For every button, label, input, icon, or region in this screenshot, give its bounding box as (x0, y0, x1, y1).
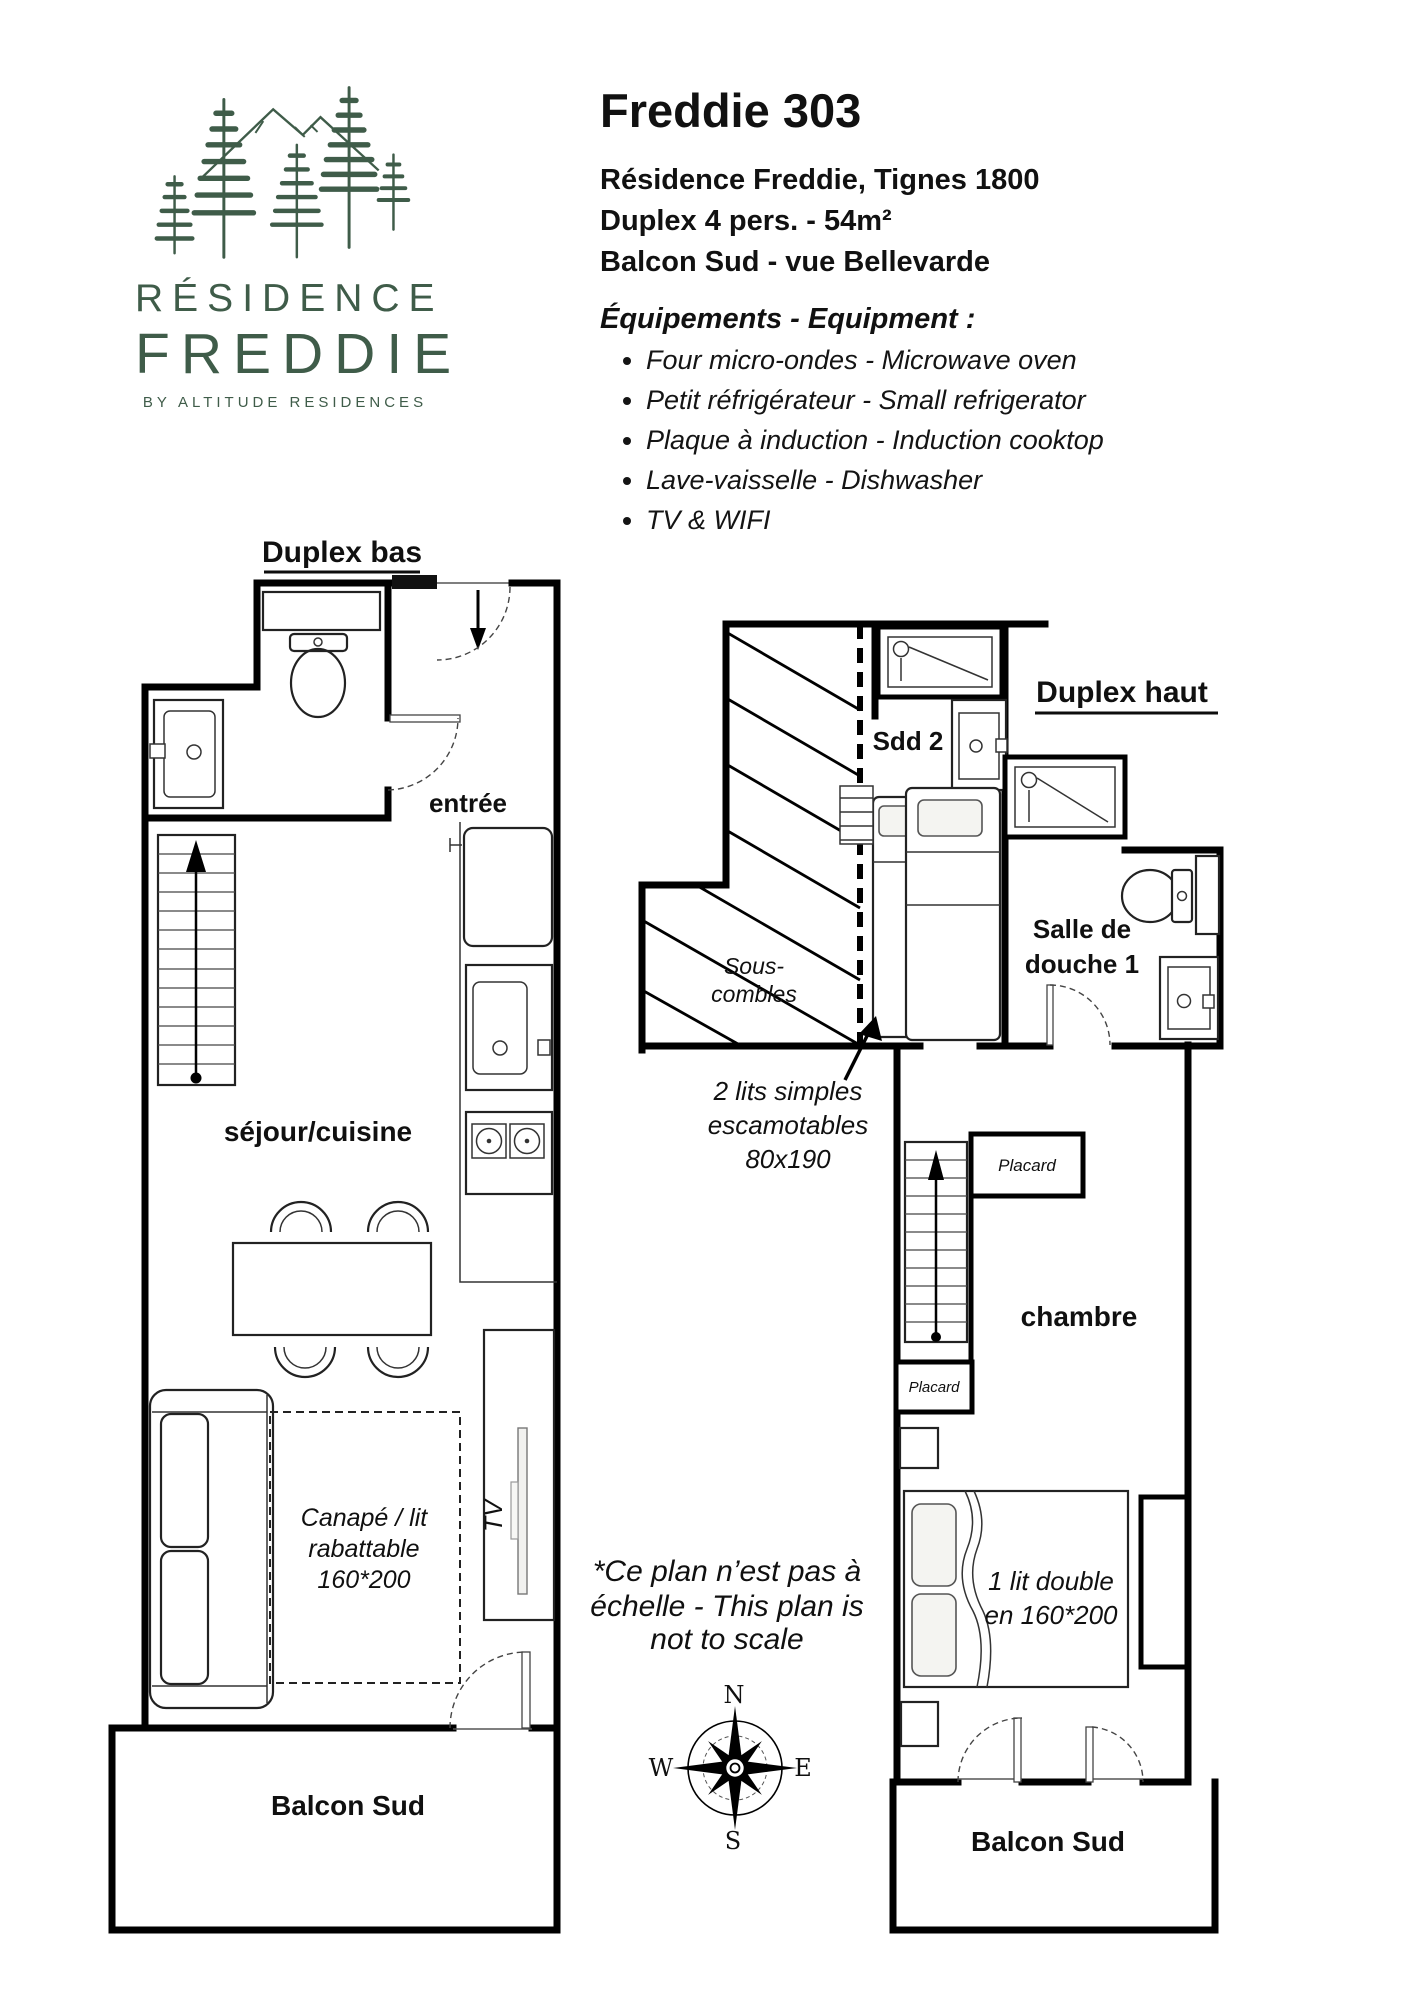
label-beds-note-line3: 80x190 (745, 1144, 831, 1174)
trees-mountains-icon (145, 60, 425, 272)
compass-west-label: W (648, 1754, 674, 1782)
staircase-lower (158, 835, 235, 1085)
label-sdd2: Sdd 2 (872, 726, 944, 756)
logo-line-freddie: FREDDIE (135, 322, 463, 386)
label-chambre: chambre (1020, 1301, 1138, 1332)
wc-shelf (263, 592, 380, 630)
plan-title-duplex-haut: Duplex haut (1036, 676, 1208, 709)
dining-table-chairs (233, 1202, 431, 1377)
subtitle-duplex: Duplex 4 pers. - 54m² (600, 205, 892, 237)
cooktop (466, 1112, 552, 1194)
shower-douche1 (1005, 757, 1125, 837)
label-beds-note-line1: 2 lits simples (713, 1076, 863, 1106)
logo-line-residence: RÉSIDENCE (135, 277, 444, 320)
label-tv: TV (480, 1500, 508, 1532)
label-entree: entrée (428, 788, 508, 818)
douche1-door (1047, 985, 1110, 1045)
label-sofa-line2: rabattable (308, 1535, 420, 1563)
sink-douche1 (1160, 957, 1218, 1039)
floor-plan-duplex-bas (100, 530, 580, 1945)
scale-footnote (590, 1555, 863, 1656)
pullout-beds (840, 786, 1000, 1040)
equipment-item: • Lave-vaisselle - Dishwasher (646, 460, 1280, 500)
label-sous-combles-line2: combles (711, 981, 797, 1007)
shower-sdd2 (878, 627, 1002, 697)
label-double-bed-line1: 1 lit double (988, 1566, 1114, 1596)
label-sous-combles-line1: Sous- (723, 953, 785, 979)
wardrobe (1141, 1497, 1187, 1667)
fridge (450, 828, 552, 946)
page-title: Freddie 303 (600, 84, 862, 137)
sink-sdd2 (952, 700, 1007, 790)
nightstands (900, 1428, 938, 1746)
label-sejour-cuisine: séjour/cuisine (223, 1116, 413, 1147)
placard-bottom (896, 1362, 972, 1412)
label-placard-bottom: Placard (908, 1379, 960, 1396)
equipment-item: • Petit réfrigérateur - Small refrigerator (646, 380, 1280, 420)
subtitle-balcon: Balcon Sud - vue Bellevarde (600, 246, 991, 278)
bathroom-sink (150, 700, 223, 808)
label-balcon-sud-upper: Balcon Sud (970, 1826, 1126, 1857)
label-placard-top: Placard (998, 1156, 1056, 1175)
entry-door (437, 587, 510, 660)
plan-title-duplex-bas: Duplex bas (261, 536, 423, 569)
label-beds-note-line2: escamotables (707, 1110, 869, 1140)
bed-ladder (840, 786, 873, 844)
label-salle-de-douche-line2: douche 1 (1024, 949, 1140, 979)
tv-unit (484, 1330, 554, 1620)
subtitle-residence: Résidence Freddie, Tignes 1800 (600, 164, 1040, 196)
equipment-list (600, 340, 1280, 540)
compass-rose-icon (649, 1681, 812, 1855)
toilet (290, 634, 347, 717)
balcony-door-lower (450, 1652, 530, 1728)
compass-east-label: E (794, 1754, 812, 1782)
header-block (600, 86, 1280, 540)
floor-plan-duplex-haut (590, 600, 1270, 1945)
compass-north-label: N (723, 1681, 745, 1709)
label-balcon-sud-lower: Balcon Sud (270, 1790, 426, 1821)
footnote-line3: not to scale (650, 1623, 804, 1656)
footnote-line2: échelle - This plan is (590, 1590, 864, 1623)
label-salle-de-douche-line1: Salle de (1032, 914, 1132, 944)
label-sofa-line1: Canapé / lit (300, 1504, 428, 1532)
kitchen (450, 822, 557, 1282)
bathroom-door (388, 715, 460, 790)
equipment-heading: Équipements - Equipment : (600, 303, 976, 335)
residence-logo (135, 60, 463, 416)
compass-south-label: S (724, 1827, 742, 1855)
staircase-upper (905, 1142, 971, 1362)
equipment-item: • Plaque à induction - Induction cooktop (646, 420, 1280, 460)
balcony-doors-upper (958, 1718, 1143, 1782)
kitchen-sink (466, 965, 552, 1090)
equipment-item: • Four micro-ondes - Microwave oven (646, 340, 1280, 380)
toilet-douche1 (1122, 856, 1219, 934)
footnote-line1: *Ce plan n’est pas à (592, 1555, 862, 1588)
logo-line-byline: BY ALTITUDE RESIDENCES (142, 394, 428, 411)
label-double-bed-line2: en 160*200 (984, 1600, 1118, 1630)
placard-top (971, 1134, 1083, 1196)
label-sofa-line3: 160*200 (317, 1566, 411, 1594)
equipment-item: • TV & WIFI (646, 500, 1280, 540)
